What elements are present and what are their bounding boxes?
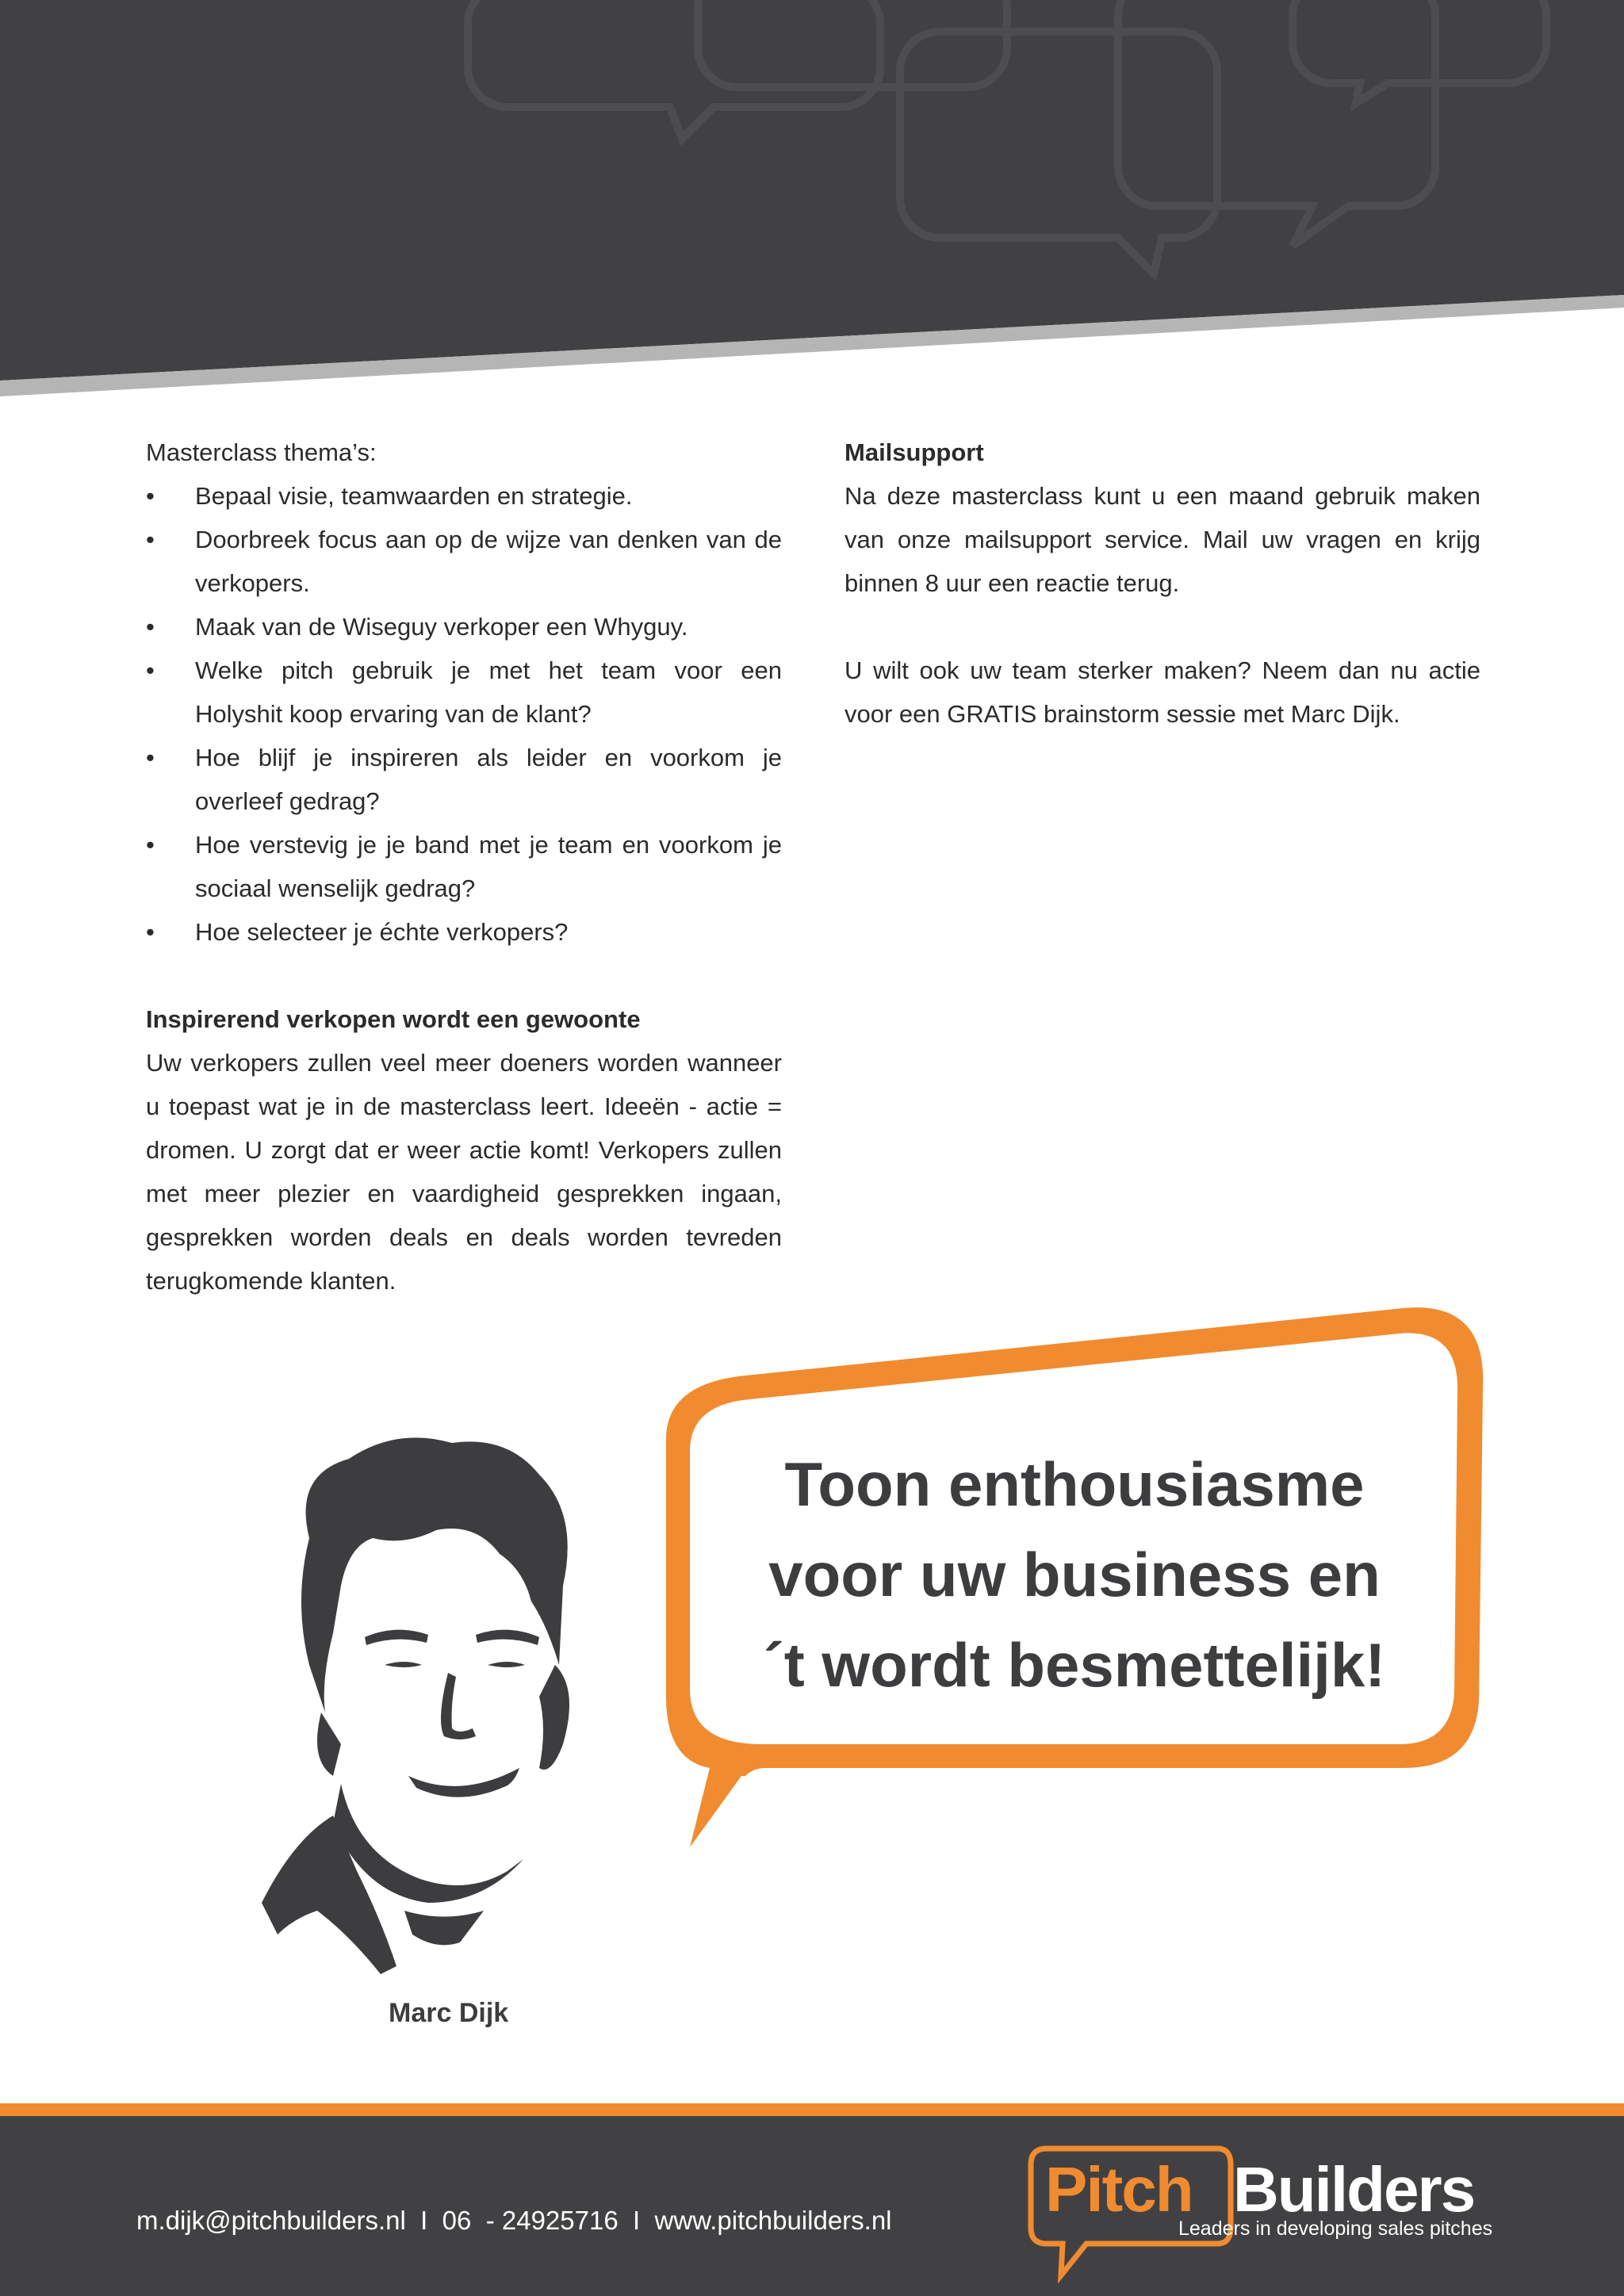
email-link[interactable]: m.dijk@pitchbuilders.nl — [136, 2206, 406, 2235]
bullet-icon: • — [146, 482, 155, 510]
signature-name: Marc Dijk — [389, 1998, 509, 2028]
list-item: • Doorbreek focus aan op de wijze van denken van de verkopers. — [146, 518, 782, 605]
logo-word-pitch: Pitch — [1045, 2154, 1193, 2225]
list-item: • Welke pitch gebruik je met het team voor een Holyshit koop ervaring van de klant? — [146, 649, 782, 736]
cta-paragraph: U wilt ook uw team sterker maken? Neem dan nu actie voor een GRATIS brainstorm sessie met Marc Dijk. — [845, 656, 1480, 728]
bullet-icon: • — [146, 744, 155, 771]
logo-word-builders: Builders — [1233, 2154, 1475, 2225]
mailsupport-paragraph: Na deze masterclass kunt u een maand gebruik maken van onze mailsupport service. Mail uw vragen en krijg binnen 8 uur een reactie terug. — [845, 482, 1480, 597]
phone-number: 06 - 24925716 — [442, 2206, 619, 2235]
list-item: • Maak van de Wiseguy verkoper een Whyguy. — [146, 605, 782, 649]
bullet-icon: • — [146, 526, 155, 553]
quote-line-3: ´t wordt besmettelijk! — [763, 1630, 1386, 1700]
logo-tagline: Leaders in developing sales pitches — [1178, 2218, 1493, 2240]
bullet-icon: • — [146, 613, 155, 641]
right-column — [845, 430, 1480, 736]
contact-line — [136, 2206, 892, 2236]
themes-heading: Masterclass thema’s: — [146, 438, 377, 466]
bullet-icon: • — [146, 831, 155, 859]
bullet-icon: • — [146, 656, 155, 684]
website-link[interactable]: www.pitchbuilders.nl — [654, 2206, 892, 2235]
quote-line-1: Toon enthousiasme — [784, 1449, 1365, 1519]
left-column — [146, 430, 782, 1303]
separator: I — [633, 2206, 641, 2235]
quote-line-2: voor uw business en — [768, 1540, 1381, 1609]
bullet-icon: • — [146, 918, 155, 946]
list-item: • Bepaal visie, teamwaarden en strategie. — [146, 474, 782, 518]
inspire-paragraph: Uw verkopers zullen veel meer doeners worden wanneer u toepast wat je in de masterclass leert. Ideeën - actie = dromen. U zorgt dat er weer actie komt! Verkopers zullen met meer plezier en vaardigheid gesprekken ingaan, gesprekken worden deals en deals worden tevreden terugkomende klanten. — [146, 1049, 782, 1295]
list-item: • Hoe verstevig je je band met je team en voorkom je sociaal wenselijk gedrag? — [146, 823, 782, 910]
footer-accent-stripe — [0, 2103, 1624, 2116]
header-banner — [0, 0, 1624, 412]
separator: I — [420, 2206, 428, 2235]
inspire-heading: Inspirerend verkopen wordt een gewoonte — [146, 1005, 641, 1033]
list-item: • Hoe selecteer je échte verkopers? — [146, 910, 782, 954]
quote-text — [698, 1439, 1451, 1710]
list-item: • Hoe blijf je inspireren als leider en voorkom je overleef gedrag? — [146, 736, 782, 823]
portrait-illustration — [246, 1427, 619, 1982]
themes-list — [146, 474, 782, 954]
mailsupport-heading: Mailsupport — [845, 438, 984, 466]
